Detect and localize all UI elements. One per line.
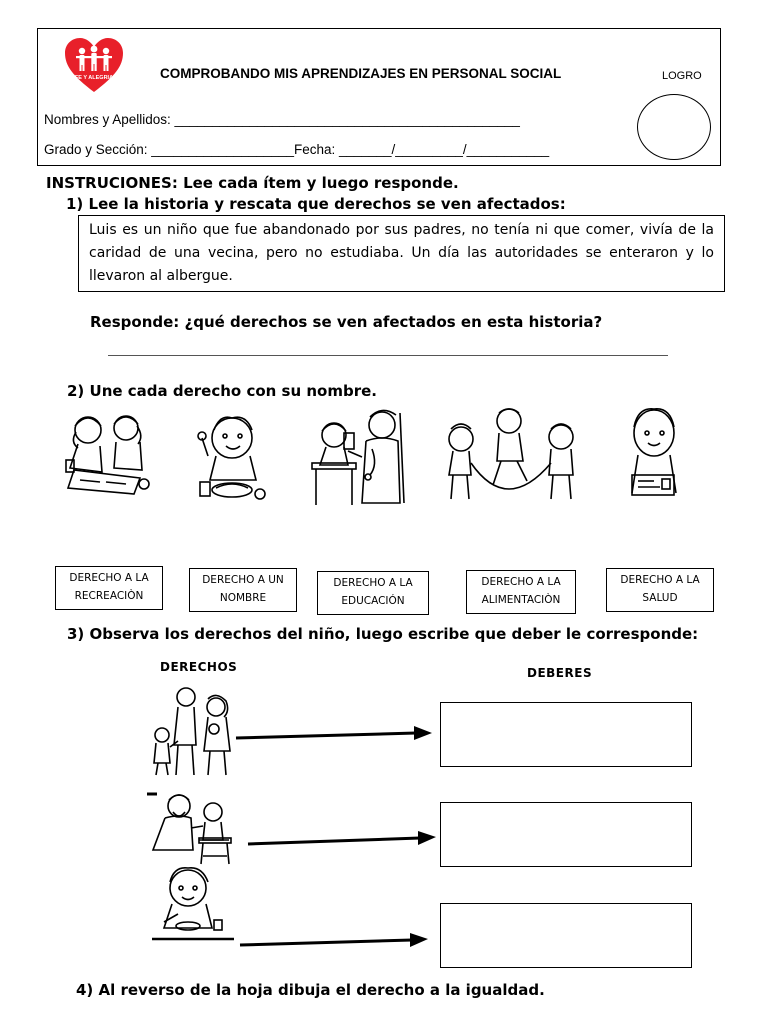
logro-label: LOGRO xyxy=(662,70,702,82)
logro-circle[interactable] xyxy=(637,94,711,160)
right-box-line1: DERECHO A LA xyxy=(481,576,561,588)
right-box-recreacion[interactable] xyxy=(55,566,163,610)
grade-date-field[interactable]: Grado y Sección: ___________________Fecha: _______/_________/___________ xyxy=(44,142,550,157)
story-box xyxy=(78,215,725,292)
arrow-2 xyxy=(246,830,438,850)
right-box-line1: DERECHO A LA xyxy=(333,577,413,589)
deber-box-3[interactable] xyxy=(440,903,692,968)
child-eating-image xyxy=(188,410,274,510)
school-logo xyxy=(63,36,125,94)
child-eating-table-image xyxy=(150,864,236,944)
q4-title: 4) Al reverso de la hoja dibuja el derecho a la igualdad. xyxy=(76,981,545,999)
right-box-line2: ALIMENTACIÒN xyxy=(481,594,561,606)
q1-prompt: Responde: ¿qué derechos se ven afectados en esta historia? xyxy=(90,313,603,331)
right-box-salud[interactable] xyxy=(606,568,714,612)
right-box-line1: DERECHO A UN xyxy=(202,574,284,586)
right-box-line1: DERECHO A LA xyxy=(620,574,700,586)
children-studying-image xyxy=(60,408,160,503)
right-box-educacion[interactable] xyxy=(317,571,429,615)
name-field[interactable]: Nombres y Apellidos: ______________________________________________ xyxy=(44,112,520,127)
q2-title: 2) Une cada derecho con su nombre. xyxy=(67,382,377,400)
logo-text: FE Y ALEGRIA xyxy=(74,75,114,81)
page-title: COMPROBANDO MIS APRENDIZAJES EN PERSONAL SOCIAL xyxy=(160,66,562,81)
children-jumping-rope-image xyxy=(437,405,587,505)
story-text: Luis es un niño que fue abandonado por sus padres, no tenía ni que comer, vivía de la caridad de una vecina, pero no estudiaba. Un día las autoridades se enteraron y lo llevaron al albergue. xyxy=(89,222,714,284)
answer-line[interactable] xyxy=(108,355,668,356)
arrow-1 xyxy=(234,725,434,745)
doctor-checkup-image xyxy=(304,405,412,509)
arrow-3 xyxy=(238,932,430,952)
right-box-line2: RECREACIÒN xyxy=(74,590,144,602)
q1-title: 1) Lee la historia y rescata que derechos se ven afectados: xyxy=(66,195,566,213)
child-with-id-card-image xyxy=(624,405,686,497)
right-box-line2: SALUD xyxy=(642,592,678,604)
deber-box-1[interactable] xyxy=(440,702,692,767)
q3-title: 3) Observa los derechos del niño, luego escribe que deber le corresponde: xyxy=(67,625,699,643)
doctor-child-image xyxy=(143,788,241,866)
derechos-label: DERECHOS xyxy=(160,660,238,674)
right-box-line1: DERECHO A LA xyxy=(69,572,149,584)
deber-box-2[interactable] xyxy=(440,802,692,867)
right-box-line2: NOMBRE xyxy=(219,592,267,604)
deberes-label: DEBERES xyxy=(527,666,593,680)
right-box-line2: EDUCACIÓN xyxy=(341,595,405,607)
family-image xyxy=(150,685,236,777)
right-box-nombre[interactable] xyxy=(189,568,297,612)
instructions: INSTRUCIONES: Lee cada ítem y luego responde. xyxy=(46,174,459,192)
right-box-alimentacion[interactable] xyxy=(466,570,576,614)
